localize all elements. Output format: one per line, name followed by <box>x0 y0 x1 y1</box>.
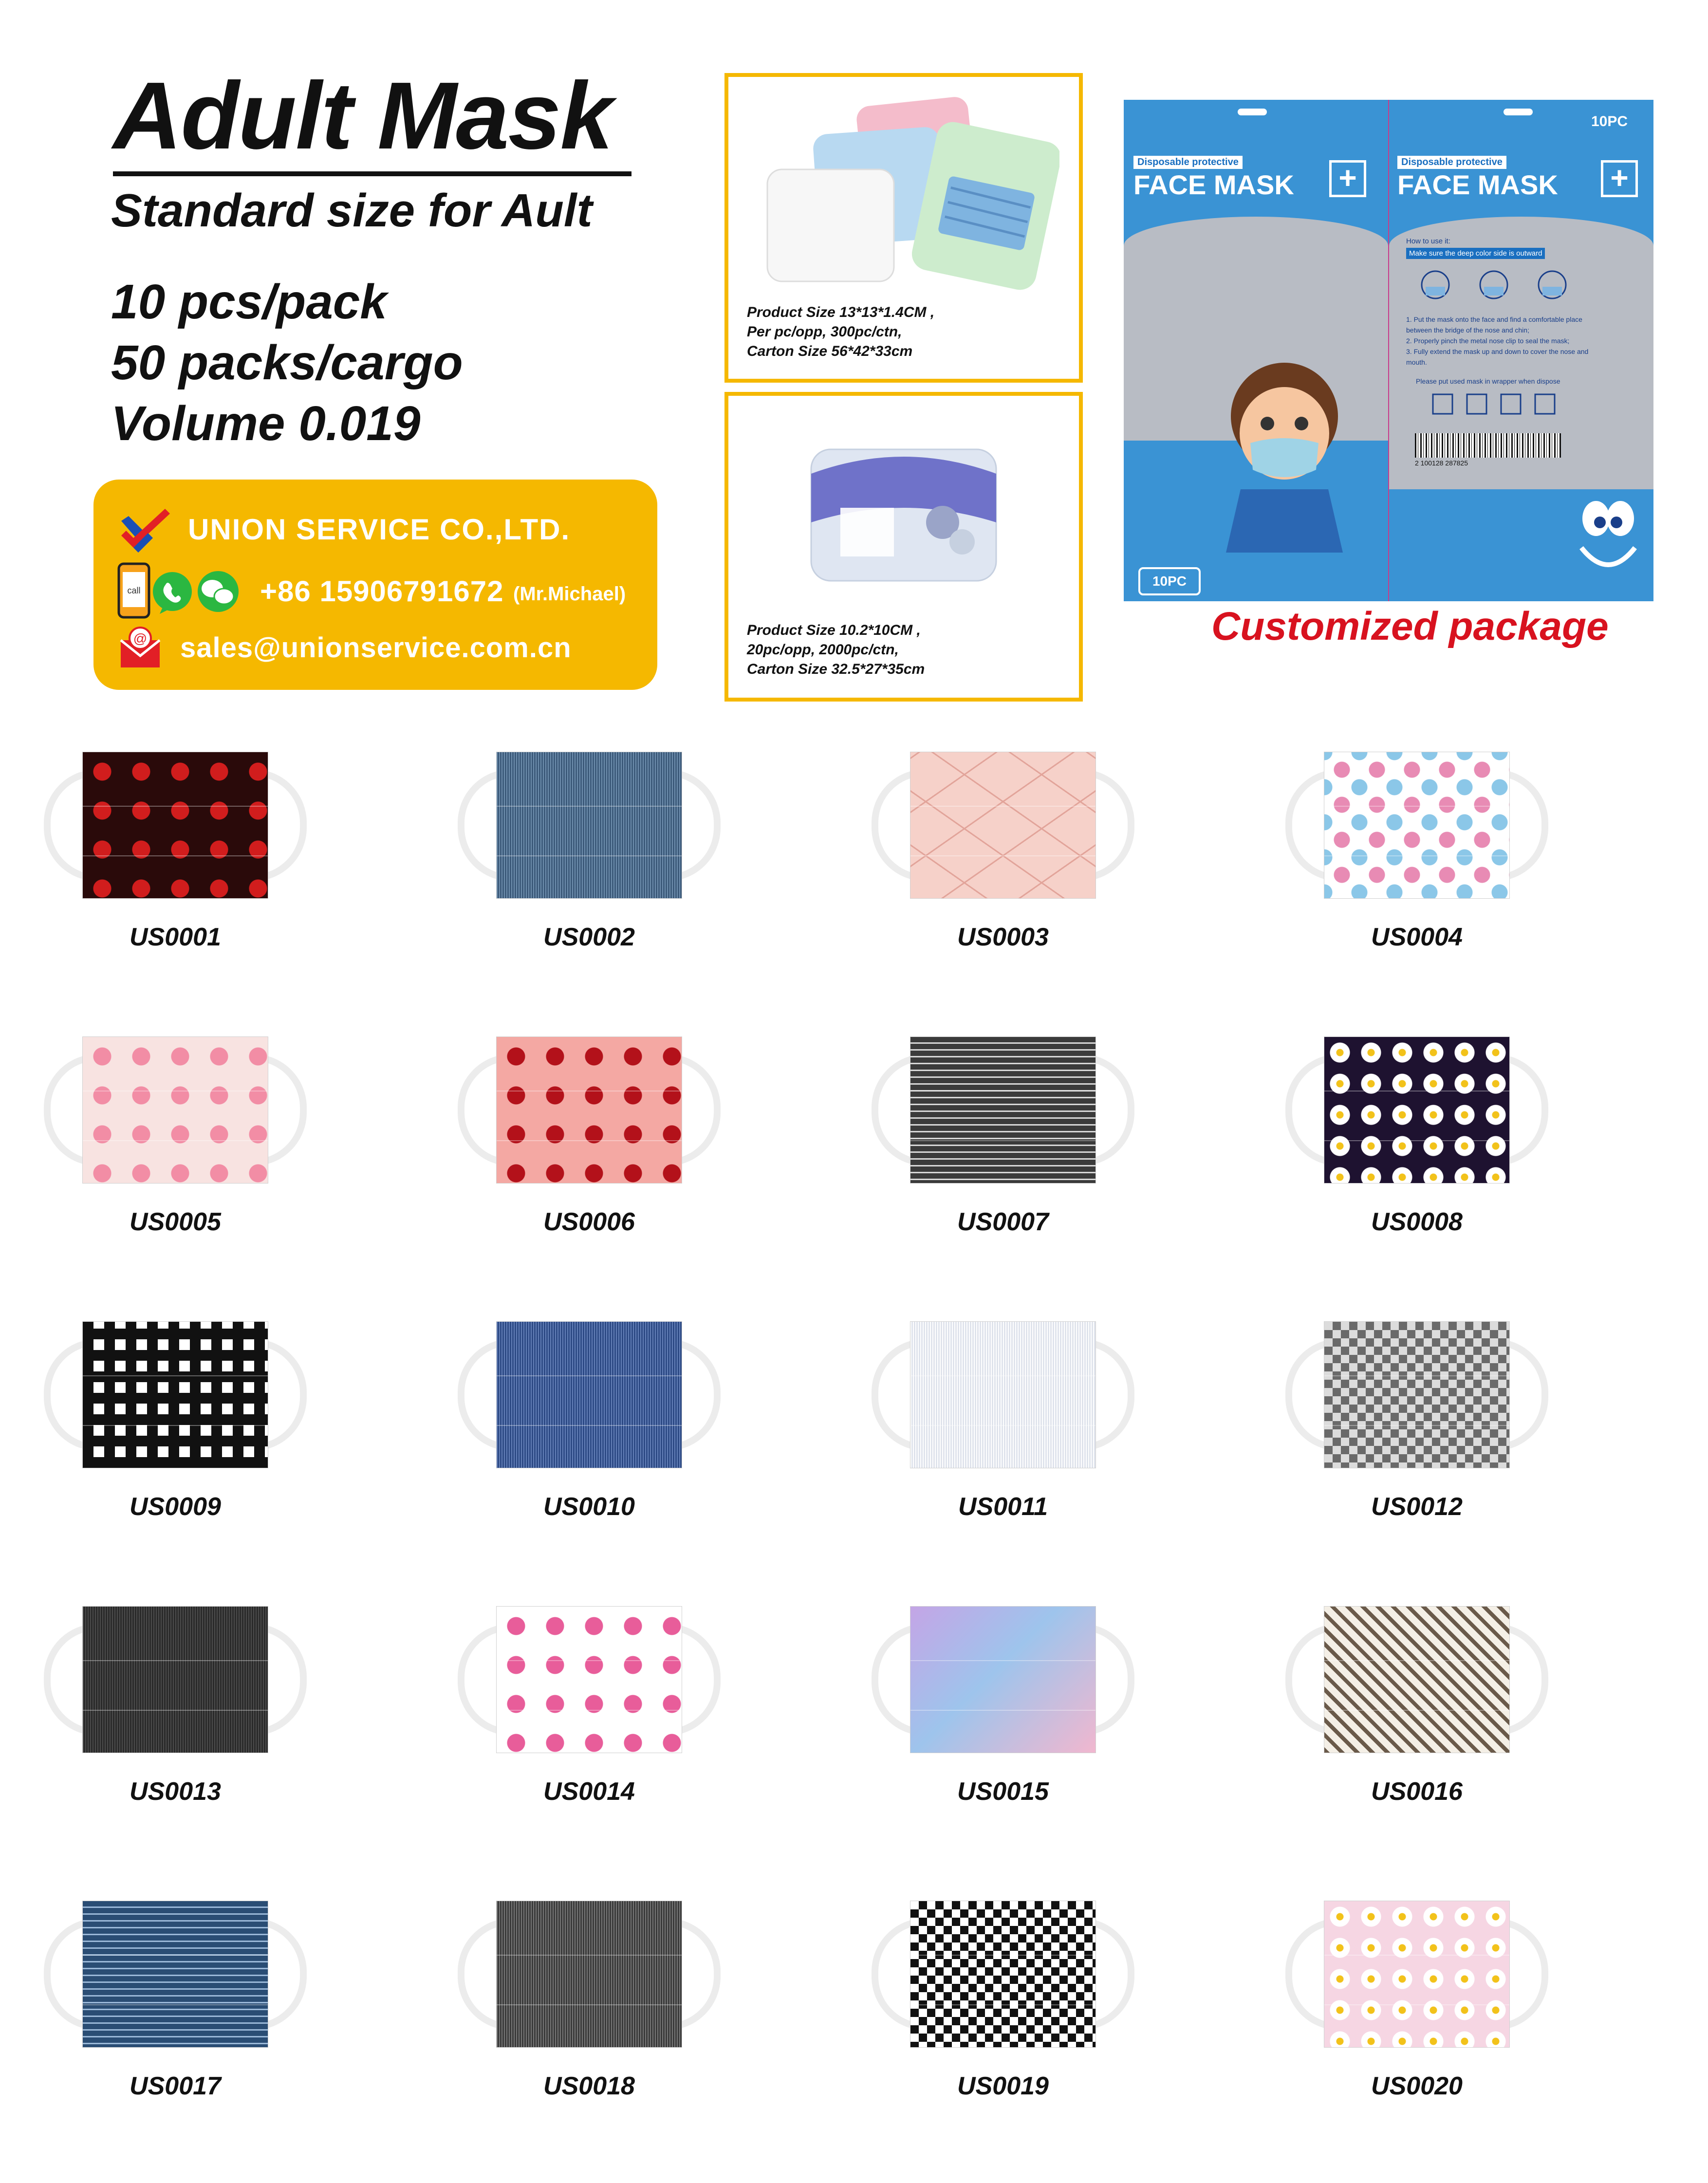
mask-pleats <box>1324 806 1509 856</box>
mask-pleats <box>910 1375 1095 1426</box>
banner-right: Disposable protective <box>1397 156 1506 169</box>
mask-code-label: US0015 <box>957 1777 1049 1806</box>
mask-pleats <box>910 1091 1095 1141</box>
storage-case-spec-2: Per pc/opp, 300pc/ctn, <box>747 324 902 340</box>
spec-cargo: 50 packs/cargo <box>111 335 463 390</box>
mask-code-label: US0002 <box>543 923 635 951</box>
step-line: 3. Fully extend the mask up and down to cover the nose and <box>1406 348 1589 355</box>
email-address[interactable]: sales@unionservice.com.cn <box>180 632 572 664</box>
plus-icon: + <box>1329 160 1366 197</box>
mask-code-label: US0020 <box>1371 2072 1463 2100</box>
count-badge-bottom: 10PC <box>1138 567 1201 595</box>
mask-code-label: US0005 <box>130 1208 221 1236</box>
mask-image <box>910 1607 1095 1753</box>
mask-image <box>497 1037 682 1183</box>
mask-image <box>910 1322 1095 1468</box>
mask-image <box>1324 1607 1509 1753</box>
mask-code-label: US0012 <box>1371 1493 1463 1521</box>
mask-pleats <box>910 1660 1095 1711</box>
mask-image <box>1324 1322 1509 1468</box>
company-logo-icon <box>119 506 172 555</box>
step-line: 2. Properly pinch the metal nose clip to seal the mask; <box>1406 337 1570 345</box>
mask-pleats <box>83 1660 268 1711</box>
customized-package-caption: Customized package <box>1211 604 1609 648</box>
company-name: UNION SERVICE CO.,LTD. <box>188 513 571 546</box>
mask-pleats <box>497 1660 682 1711</box>
mask-image <box>83 1607 268 1753</box>
step-line: mouth. <box>1406 358 1427 366</box>
mask-code-label: US0014 <box>543 1777 635 1806</box>
mask-pleats <box>1324 1091 1509 1141</box>
product-box-clip-holder <box>724 392 1083 702</box>
clip-holder-spec-2: 20pc/opp, 2000pc/ctn, <box>747 642 899 658</box>
mask-code-label: US0013 <box>130 1777 221 1806</box>
mask-code-label: US0016 <box>1371 1777 1463 1806</box>
product-box-storage-case <box>724 73 1083 383</box>
spec-volume: Volume 0.019 <box>111 396 421 451</box>
barcode <box>1415 433 1561 458</box>
mask-code-label: US0010 <box>543 1493 635 1521</box>
mask-pleats <box>497 1375 682 1426</box>
customized-package-image <box>1124 100 1653 601</box>
mask-code-label: US0018 <box>543 2072 635 2100</box>
howto-note: Make sure the deep color side is outward <box>1406 248 1545 259</box>
plus-icon: + <box>1601 160 1638 197</box>
mask-code-label: US0009 <box>130 1493 221 1521</box>
mask-code-label: US0003 <box>957 923 1049 951</box>
howto-steps-icon <box>1411 265 1596 309</box>
svg-text:@: @ <box>133 631 148 646</box>
mask-pleats <box>83 1091 268 1141</box>
mask-image <box>83 1322 268 1468</box>
mask-image <box>910 1901 1095 2047</box>
hang-hole <box>1238 109 1267 115</box>
mask-code-label: US0001 <box>130 923 221 951</box>
howto-steps <box>1406 314 1588 368</box>
mask-pleats <box>910 806 1095 856</box>
spec-pack: 10 pcs/pack <box>111 275 388 329</box>
mask-code-label: US0008 <box>1371 1208 1463 1236</box>
clip-holder-spec-3: Carton Size 32.5*27*35cm <box>747 661 925 677</box>
storage-case-image <box>758 87 1059 291</box>
mask-pleats <box>1324 1375 1509 1426</box>
page-title: Adult Mask <box>113 62 613 169</box>
mask-pleats <box>83 806 268 856</box>
mask-pleats <box>910 1955 1095 2005</box>
mask-pleats <box>497 1091 682 1141</box>
count-badge-top: 10PC <box>1591 113 1628 130</box>
mask-code-label: US0011 <box>958 1493 1048 1521</box>
mask-image <box>497 752 682 898</box>
mask-code-label: US0004 <box>1371 923 1463 951</box>
recycle-symbols-icon <box>1430 392 1567 416</box>
mask-image <box>1324 1901 1509 2047</box>
banner-left: Disposable protective <box>1133 156 1243 169</box>
mask-pleats <box>497 1955 682 2005</box>
phone-whatsapp-wechat-icon <box>115 561 241 620</box>
mask-pleats <box>83 1375 268 1426</box>
contact-person: (Mr.Michael) <box>513 583 626 605</box>
mask-code-label: US0019 <box>957 2072 1049 2100</box>
child-mask-illustration-icon <box>1216 343 1353 553</box>
mask-image <box>497 1607 682 1753</box>
howto-title: How to use it: <box>1406 237 1450 245</box>
mask-image <box>1324 752 1509 898</box>
step-line: 1. Put the mask onto the face and find a comfortable place <box>1406 315 1582 323</box>
hang-hole <box>1504 109 1533 115</box>
barcode-number: 2 100128 287825 <box>1415 459 1468 467</box>
mask-image <box>497 1901 682 2047</box>
mask-image <box>910 752 1095 898</box>
mask-image <box>83 752 268 898</box>
page-subtitle: Standard size for Ault <box>111 185 593 237</box>
mask-image <box>83 1037 268 1183</box>
brand-left: FACE MASK <box>1133 169 1294 200</box>
mask-pleats <box>1324 1660 1509 1711</box>
mask-image <box>910 1037 1095 1183</box>
storage-case-spec-3: Carton Size 56*42*33cm <box>747 343 913 359</box>
clip-holder-spec-1: Product Size 10.2*10CM , <box>747 622 921 638</box>
mask-code-label: US0007 <box>957 1208 1049 1236</box>
dispose-note: Please put used mask in wrapper when dispose <box>1416 377 1560 385</box>
clip-holder-image <box>801 430 1006 591</box>
smiley-icon <box>1572 489 1645 587</box>
mask-image <box>1324 1037 1509 1183</box>
contact-card <box>93 480 657 690</box>
mask-code-label: US0006 <box>543 1208 635 1236</box>
mask-code-label: US0017 <box>130 2072 221 2100</box>
phone-number[interactable]: +86 15906791672 <box>260 575 504 608</box>
mask-pleats <box>497 806 682 856</box>
mask-pleats <box>1324 1955 1509 2005</box>
title-underline <box>113 171 631 176</box>
email-icon <box>119 626 162 669</box>
mask-image <box>83 1901 268 2047</box>
storage-case-spec-1: Product Size 13*13*1.4CM , <box>747 304 935 320</box>
mask-image <box>497 1322 682 1468</box>
mask-pleats <box>83 1955 268 2005</box>
brand-right: FACE MASK <box>1397 169 1558 200</box>
step-line: between the bridge of the nose and chin; <box>1406 326 1529 334</box>
svg-text:call: call <box>127 586 141 595</box>
